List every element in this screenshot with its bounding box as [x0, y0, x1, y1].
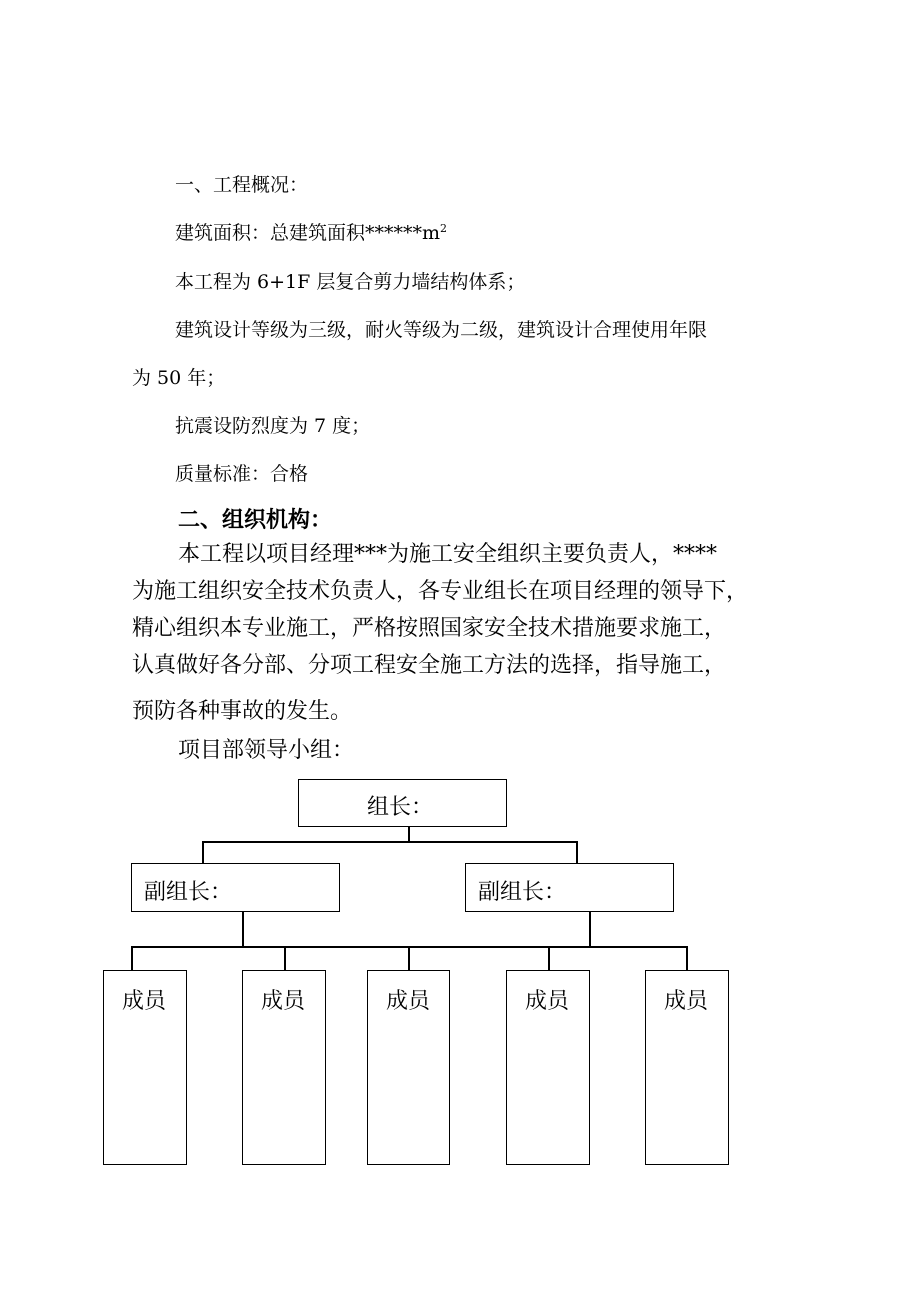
- member-box: [645, 970, 729, 1165]
- member-label: 成员: [664, 989, 709, 1014]
- member-label: 成员: [122, 989, 167, 1014]
- connector: [548, 946, 550, 971]
- member-label: 成员: [525, 989, 570, 1014]
- deputy-leader-box: [131, 863, 340, 912]
- connector: [686, 946, 688, 971]
- structure-system: 本工程为 6+1F 层复合剪力墙结构体系；: [175, 271, 526, 293]
- leader-box: [298, 779, 507, 827]
- member-box: [103, 970, 187, 1165]
- deputy-leader-label: 副组长：: [144, 880, 233, 905]
- connector: [131, 946, 133, 971]
- leader-label: 组长：: [367, 795, 434, 820]
- deputy-leader-box: [465, 863, 674, 912]
- design-grade-line-1: 建筑设计等级为三级，耐火等级为二级，建筑设计合理使用年限: [175, 319, 708, 341]
- connector: [202, 841, 577, 843]
- connector: [284, 946, 286, 971]
- org-paragraph-line-2: 为施工组织安全技术负责人，各专业组长在项目经理的领导下，: [132, 579, 749, 604]
- area-unit-superscript: 2: [440, 222, 448, 235]
- building-area: [175, 221, 447, 245]
- org-paragraph-line-5: 预防各种事故的发生。: [132, 699, 353, 724]
- section-heading-overview: 一、工程概况：: [175, 174, 309, 196]
- connector: [408, 826, 410, 842]
- member-box: [242, 970, 326, 1165]
- building-area-text: 建筑面积：总建筑面积******m: [175, 222, 441, 244]
- seismic-intensity: 抗震设防烈度为 7 度；: [175, 415, 371, 437]
- connector: [576, 841, 578, 864]
- connector: [589, 911, 591, 947]
- deputy-leader-label: 副组长：: [478, 880, 567, 905]
- member-label: 成员: [386, 989, 431, 1014]
- team-title: 项目部领导小组：: [178, 738, 355, 763]
- quality-standard: 质量标准：合格: [175, 463, 309, 485]
- connector: [202, 841, 204, 864]
- org-paragraph-line-3: 精心组织本专业施工，严格按照国家安全技术措施要求施工，: [132, 616, 727, 641]
- connector: [242, 911, 244, 947]
- member-label: 成员: [261, 989, 306, 1014]
- member-box: [367, 970, 450, 1165]
- section-heading-organization: 二、组织机构：: [178, 507, 333, 533]
- org-paragraph-line-1: 本工程以项目经理***为施工安全组织主要负责人，****: [178, 542, 718, 567]
- member-box: [506, 970, 590, 1165]
- design-grade-line-2: 为 50 年；: [132, 367, 226, 389]
- connector: [408, 946, 410, 971]
- org-paragraph-line-4: 认真做好各分部、分项工程安全施工方法的选择，指导施工，: [132, 653, 727, 678]
